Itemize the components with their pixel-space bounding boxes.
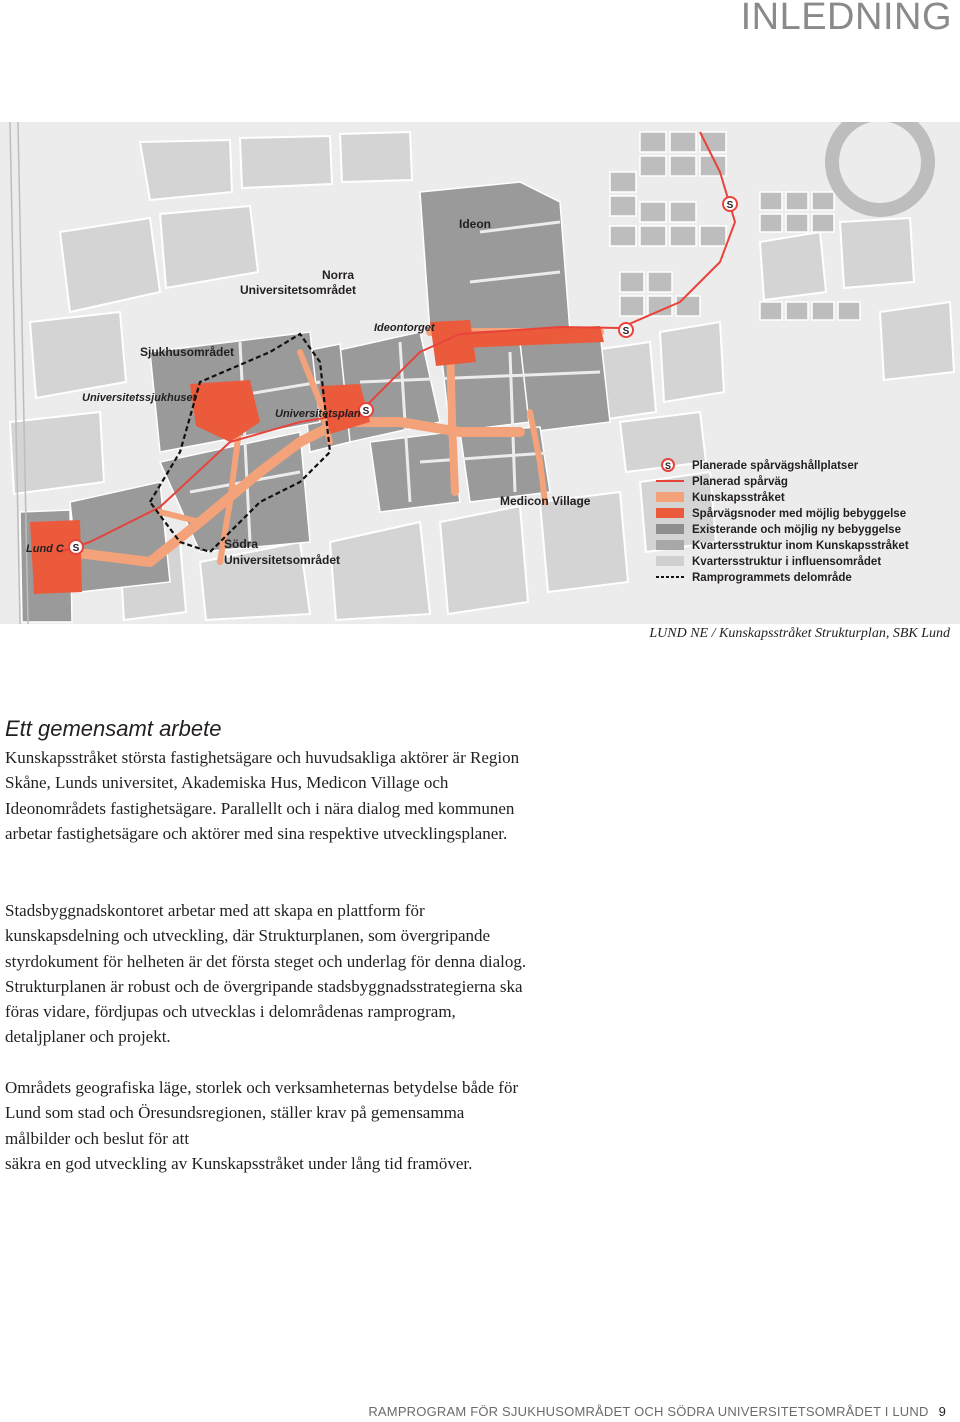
label-sodra: Södra [224,537,259,551]
tram-stop-icon [359,403,373,417]
svg-text:Ramprogrammets delområde: Ramprogrammets delområde [692,572,852,584]
legend-item-stop [662,459,859,472]
svg-text:Spårvägsnoder med möjlig bebyg: Spårvägsnoder med möjlig bebyggelse [692,508,907,520]
svg-text:Kunskapsstråket: Kunskapsstråket [692,492,785,504]
label-norra-2: Universitetsområdet [240,283,357,297]
tram-stop-icon [619,323,633,337]
svg-text:S: S [726,200,734,211]
paragraph-3b: säkra en god utveckling av Kunskapsstråket under lång tid framöver. [5,1154,473,1173]
label-ideon: Ideon [459,217,491,231]
svg-text:S: S [362,406,370,417]
paragraph-3a: Områdets geografiska läge, storlek och verksamheternas betydelse både för Lund som stad och Öresundsregionen, ställer krav på gemensamma målbilder och beslut för att [5,1078,519,1148]
paragraph-2: Stadsbyggnadskontoret arbetar med att skapa en plattform för kunskapsdelning och utveckling, där Strukturplanen, som övergripande styrdokument för helheten är det första steget och underlag för denna dialog. Strukturplanen är robust och de övergripande stadsbyggnadsstrategierna ska föras vidare, fördjupas och utvecklas i delområdenas ramprogram, detaljplaner och projekt. [5,901,527,1047]
legend-item-nodes [656,508,906,520]
paragraph-1: Kunskapsstråket största fastighetsägare och huvudsakliga aktörer är Region Skåne, Lunds universitet, Akademiska Hus, Medicon Village och Ideonområdets fastighetsägare. Parallellt och i nära dialog med kommunen arbetar fastighetsägare och aktörer med sina respektive utvecklingsplaner. [5,748,520,843]
section-header: INLEDNING [740,0,952,38]
label-medicon-village: Medicon Village [500,494,591,508]
footer-title: RAMPROGRAM FÖR SJUKHUSOMRÅDET OCH SÖDRA UNIVERSITETSOMRÅDET I LUND [368,1404,929,1419]
label-lund-c: Lund C [26,543,64,555]
svg-text:S: S [72,543,80,554]
legend-item-existing [656,524,901,536]
label-sodra-2: Universitetsområdet [224,553,341,567]
figure-caption: LUND NE / Kunskapsstråket Strukturplan, SBK Lund [649,626,950,641]
tram-stop-icon [723,197,737,211]
svg-text:S: S [622,326,630,337]
svg-text:Existerande och möjlig ny beby: Existerande och möjlig ny bebyggelse [692,524,901,536]
map-figure [0,122,960,624]
page-footer [368,1404,946,1419]
svg-text:Kvartersstruktur i influensomr: Kvartersstruktur i influensområdet [692,556,882,568]
tram-stop-icon [69,540,83,554]
svg-text:Planerade spårvägshållplatser: Planerade spårvägshållplatser [692,460,859,472]
svg-text:Kvartersstruktur inom Kunskaps: Kvartersstruktur inom Kunskapsstråket [692,540,909,552]
label-norra: Norra [322,268,355,282]
section-title: Ett gemensamt arbete [5,716,222,741]
svg-text:Planerad spårväg: Planerad spårväg [692,476,788,488]
page-number: 9 [938,1404,946,1419]
svg-text:S: S [664,461,672,471]
label-ideontorget: Ideontorget [374,322,435,334]
label-sjukhusomradet: Sjukhusområdet [140,345,235,359]
label-universitetsplan: Universitetsplan [275,408,361,420]
legend-item-block-inner [656,540,909,552]
label-universitetssjukhuset: Universitetssjukhuset [82,392,197,404]
